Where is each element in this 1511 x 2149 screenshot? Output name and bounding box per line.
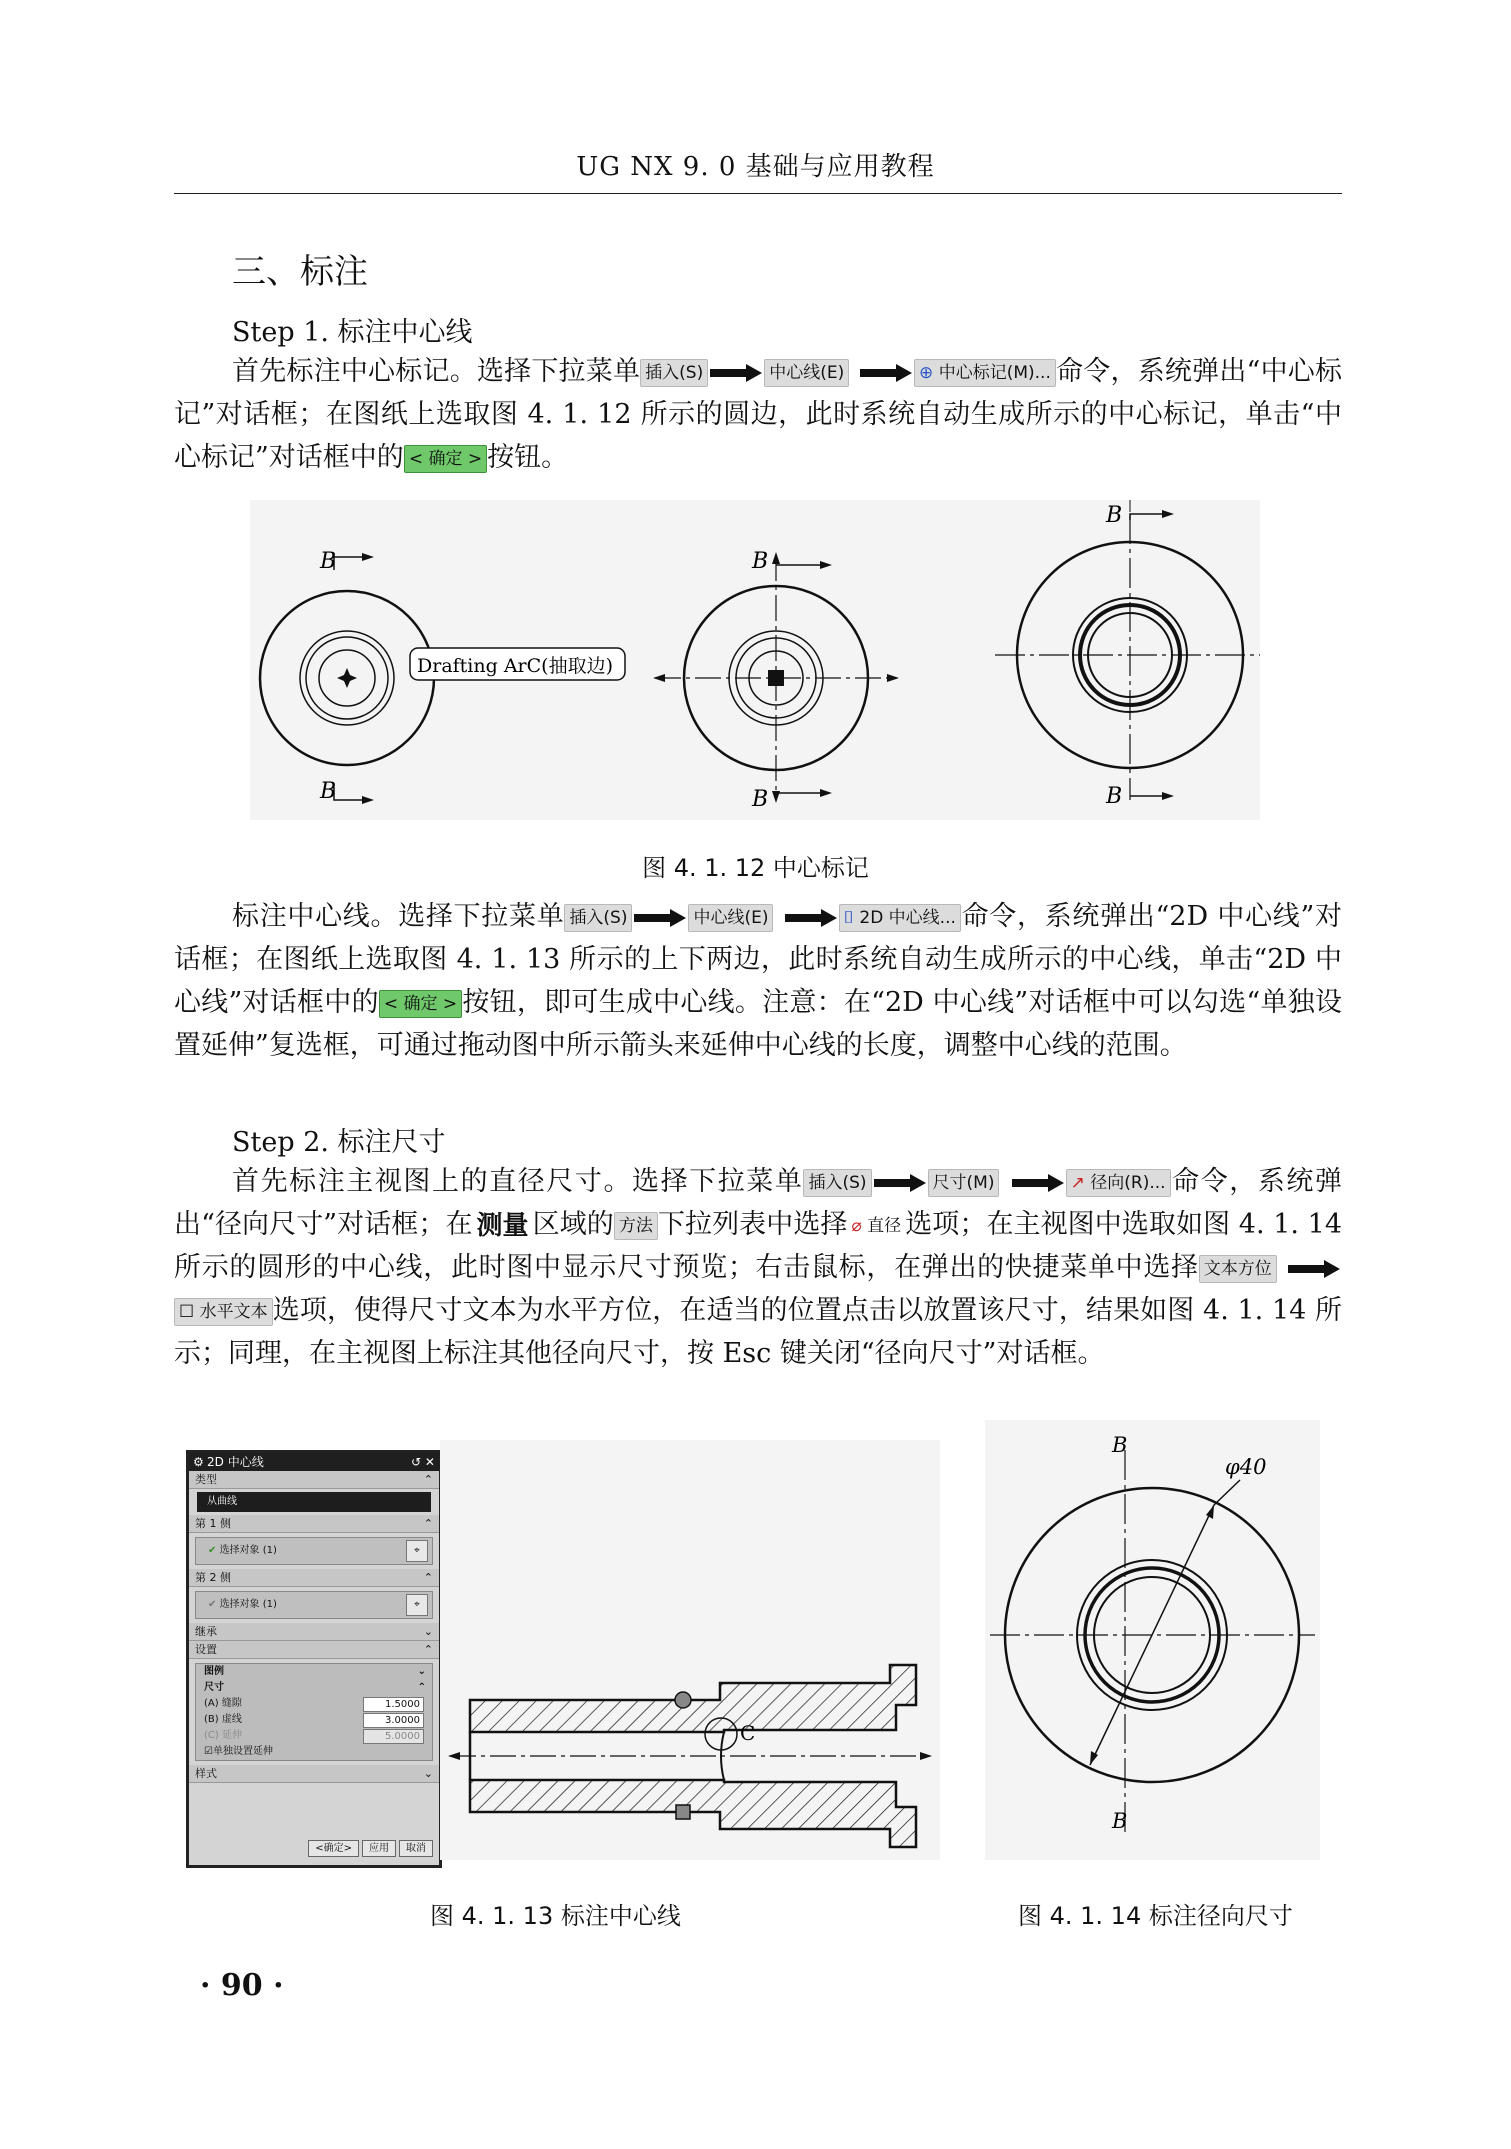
text: 首先标注主视图上的直径尺寸。选择下拉菜单 [232, 1166, 804, 1197]
type-label: 类型 [195, 1473, 217, 1486]
callout-c: C [740, 1721, 756, 1745]
page-number: · 90 · [200, 1968, 284, 2003]
arrow-right-icon [872, 1173, 928, 1193]
chevron-up-icon: ⌃ [417, 1682, 426, 1693]
center-mark-icon: ⊕ [919, 362, 939, 383]
step2-title: Step 2. 标注尺寸 [232, 1127, 446, 1158]
dims-label: 尺寸 [204, 1682, 224, 1693]
ok-button-inline: < 确定 > [404, 445, 487, 473]
method-label: 方法 [614, 1212, 658, 1240]
menu-2d-centerline-label: 2D 中心线... [859, 907, 956, 928]
dash-row [196, 1712, 432, 1728]
section-label-b: B [320, 549, 337, 574]
crosshair-icon[interactable]: ⌖ [406, 1594, 428, 1616]
figure-4-1-12 [250, 500, 1260, 820]
arrow-right-icon [1286, 1259, 1342, 1279]
settings-group-header[interactable] [189, 1641, 439, 1659]
running-header: UG NX 9. 0 基础与应用教程 [576, 152, 935, 182]
chevron-up-icon: ⌃ [423, 1643, 433, 1656]
chevron-up-icon: ⌃ [423, 1517, 433, 1530]
dialog-titlebar [189, 1453, 439, 1471]
check-icon: ✔ [208, 1545, 220, 1556]
side2-select[interactable] [195, 1591, 433, 1619]
figure-4-1-13-caption: 图 4. 1. 13 标注中心线 [430, 1902, 681, 1930]
step2-paragraph [174, 1160, 1342, 1375]
chevron-up-icon: ⌃ [423, 1571, 433, 1584]
individual-extension-row[interactable] [196, 1744, 432, 1760]
menu-insert: 插入(S) [640, 359, 708, 387]
cancel-button[interactable]: 取消 [399, 1840, 433, 1857]
dash-input[interactable]: 3.0000 [363, 1713, 424, 1728]
close-icon[interactable]: ↺ ✕ [411, 1455, 435, 1469]
text: 命令，系统弹出“中心标记”对话框；在图纸上选取图 4. 1. 12 所示的圆边，此时系统自动生成所示的中心标记，单击“中心标记”对话框中的 [174, 356, 1342, 473]
arrow-right-icon [632, 908, 688, 928]
step1-title: Step 1. 标注中心线 [232, 317, 473, 348]
menu-centerline: 中心线(E) [688, 904, 773, 932]
chevron-down-icon: ⌄ [423, 1767, 433, 1780]
menu-center-mark-label: 中心标记(M)... [938, 362, 1051, 383]
section-label-b: B [1106, 503, 1123, 528]
figure-4-1-14-caption: 图 4. 1. 14 标注径向尺寸 [1018, 1902, 1293, 1930]
chevron-down-icon: ⌄ [417, 1666, 426, 1677]
chevron-up-icon: ⌃ [423, 1473, 433, 1486]
side2-group-header[interactable] [189, 1569, 439, 1587]
extension-input[interactable]: 5.0000 [363, 1729, 424, 1744]
figure-4-1-12-caption: 图 4. 1. 12 中心标记 [642, 854, 869, 882]
select1-label: 选择对象 (1) [219, 1545, 277, 1556]
section-label-b: B [1106, 784, 1123, 809]
horizontal-text-label: 水平文本 [199, 1301, 268, 1322]
chevron-down-icon: ⌄ [423, 1625, 433, 1638]
dash-label: (B) 虚线 [204, 1714, 242, 1725]
text: 首先标注中心标记。选择下拉菜单 [232, 356, 641, 387]
figure-4-1-14-drawing [985, 1420, 1320, 1860]
section-label-b: B [752, 549, 769, 574]
legend-label: 图例 [204, 1666, 224, 1677]
figure-background [985, 1420, 1320, 1860]
extension-row [196, 1728, 432, 1744]
diameter-label: 直径 [867, 1215, 902, 1236]
apply-button[interactable]: 应用 [362, 1840, 396, 1857]
section-label-b: B [1112, 1809, 1128, 1833]
style-label: 样式 [195, 1767, 217, 1780]
settings-panel [195, 1663, 433, 1761]
drafting-arc-callout: Drafting ArC(抽取边) [417, 655, 613, 677]
dialog-buttons [305, 1840, 433, 1857]
menu-centerline: 中心线(E) [764, 359, 849, 387]
2d-centerline-icon: ⌷ [843, 907, 860, 928]
arrow-right-icon [1010, 1173, 1066, 1193]
text: 命令，系统弹出“径向尺寸”对话框；在 [174, 1166, 1342, 1240]
measure-label: 测量 [476, 1210, 529, 1241]
menu-2d-centerline [839, 904, 961, 932]
horizontal-text-option [174, 1298, 273, 1326]
diameter-option [848, 1213, 906, 1239]
check-icon: ✔ [208, 1599, 220, 1610]
ok-button-inline: < 确定 > [379, 990, 462, 1018]
side1-label: 第 1 侧 [195, 1517, 231, 1530]
menu-center-mark [914, 359, 1056, 387]
section-label-b: B [752, 787, 769, 812]
type-dropdown[interactable] [197, 1492, 431, 1512]
extension-label: (C) 延伸 [204, 1730, 242, 1741]
select2-label: 选择对象 (1) [219, 1599, 277, 1610]
paragraph-2 [174, 895, 1342, 1067]
section-label-b: B [320, 779, 337, 804]
text: 按钮，即可生成中心线。注意：在“2D 中心线”对话框中可以勾选“单独设置延伸”复选框，可通过拖动图中所示箭头来延伸中心线的长度，调整中心线的范围。 [174, 987, 1342, 1061]
menu-radial-label: 径向(R)... [1090, 1172, 1166, 1193]
text: 下拉列表中选择 [657, 1209, 848, 1240]
menu-insert: 插入(S) [803, 1169, 871, 1197]
section-title: 三、标注 [232, 252, 368, 292]
side1-select[interactable] [195, 1537, 433, 1565]
style-group-header[interactable] [189, 1765, 439, 1783]
diameter-icon: ⌀ [851, 1215, 868, 1236]
text: 命令，系统弹出“2D 中心线”对话框；在图纸上选取图 4. 1. 13 所示的上下两边，此时系统自动生成所示的中心线，单击“2D 中心线”对话框中的 [174, 901, 1343, 1018]
diameter-dimension: φ40 [1225, 1455, 1267, 1479]
checkbox-icon: ☐ [179, 1301, 200, 1322]
side2-label: 第 2 侧 [195, 1571, 231, 1584]
menu-radial [1066, 1169, 1171, 1197]
figure-4-1-13-drawing [440, 1440, 940, 1860]
gap-label: (A) 缝隙 [204, 1698, 242, 1709]
arrow-right-icon [783, 908, 839, 928]
type-value: 从曲线 [207, 1496, 237, 1507]
dims-row[interactable] [196, 1680, 432, 1696]
step1-paragraph [174, 350, 1342, 479]
section-label-b: B [1112, 1433, 1128, 1457]
gap-input[interactable]: 1.5000 [363, 1697, 424, 1712]
arrow-right-icon [858, 363, 914, 383]
header-rule [174, 193, 1342, 194]
side1-group-header[interactable] [189, 1515, 439, 1533]
crosshair-icon[interactable]: ⌖ [406, 1540, 428, 1562]
legend-row[interactable] [196, 1664, 432, 1680]
text: 选项，使得尺寸文本为水平方位，在适当的位置点击以放置该尺寸，结果如图 4. 1. 14 所示；同理，在主视图上标注其他径向尺寸，按 Esc 键关闭“径向尺寸”对话框。 [174, 1295, 1342, 1369]
individual-extension-label: 单独设置延伸 [212, 1746, 273, 1757]
text: 选项；在主视图中选取如图 4. 1. 14 所示的圆形的中心线，此时图中显示尺寸预览；右击鼠标，在弹出的快捷菜单中选择 [174, 1209, 1343, 1283]
ok-button[interactable]: <确定> [308, 1840, 359, 1857]
type-group-header[interactable] [189, 1471, 439, 1489]
text: 区域的 [532, 1209, 614, 1240]
text-orientation-menu: 文本方位 [1199, 1255, 1277, 1283]
gear-icon: ⚙ [193, 1455, 204, 1469]
inherit-group-header[interactable] [189, 1623, 439, 1641]
inherit-label: 继承 [195, 1625, 217, 1638]
text: 按钮。 [487, 442, 569, 473]
arrow-right-icon [708, 363, 764, 383]
dialog-title: 2D 中心线 [207, 1455, 264, 1469]
checkbox-checked-icon[interactable]: ☑ [204, 1746, 213, 1757]
text: 标注中心线。选择下拉菜单 [232, 901, 565, 932]
2d-centerline-dialog [186, 1450, 442, 1868]
menu-dimension: 尺寸(M) [928, 1169, 1000, 1197]
settings-label: 设置 [195, 1643, 217, 1656]
radial-dim-icon: ↗ [1070, 1172, 1091, 1193]
gap-row [196, 1696, 432, 1712]
menu-insert: 插入(S) [564, 904, 632, 932]
